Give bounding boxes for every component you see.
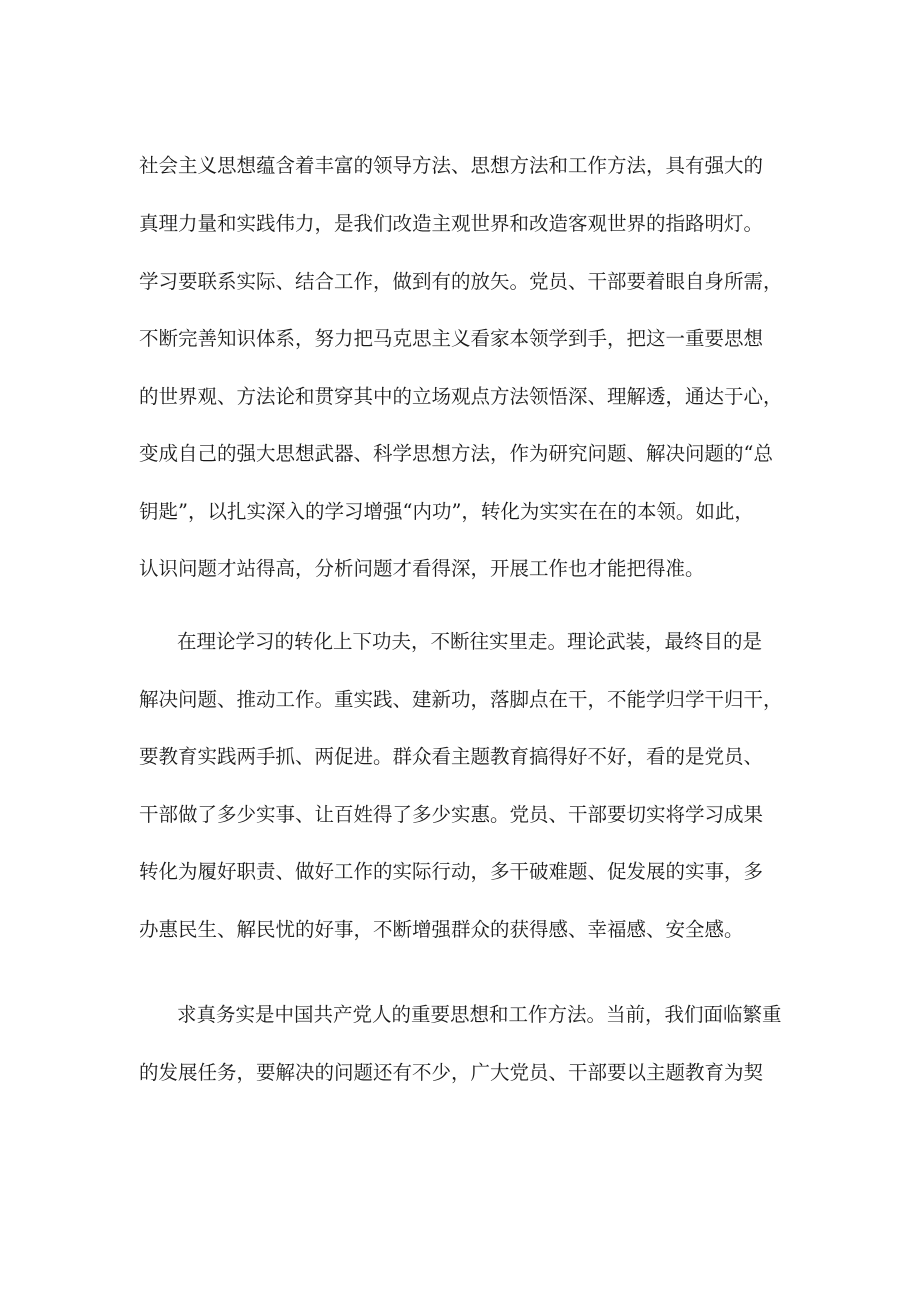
paragraph-1-line-7: 钥匙”，以扎实深入的学习增强“内功”，转化为实实在在的本领。如此，: [139, 500, 754, 523]
paragraph-1-line-6: 变成自己的强大思想武器、科学思想方法，作为研究问题、解决问题的“总: [139, 442, 773, 465]
paragraph-3-line-2: 的发展任务，要解决的问题还有不少，广大党员、干部要以主题教育为契: [139, 1061, 764, 1084]
paragraph-1-line-4: 不断完善知识体系，努力把马克思主义看家本领学到手，把这一重要思想: [139, 327, 764, 350]
paragraph-1-line-3: 学习要联系实际、结合工作，做到有的放矢。党员、干部要着眼自身所需，: [139, 270, 783, 293]
document-body: [139, 0, 799, 1301]
paragraph-2-line-1: 在理论学习的转化上下功夫，不断往实里走。理论武装，最终目的是: [177, 630, 763, 653]
paragraph-1-line-5: 的世界观、方法论和贯穿其中的立场观点方法领悟深、理解透，通达于心，: [139, 385, 783, 408]
paragraph-2-line-5: 转化为履好职责、做好工作的实际行动，多干破难题、促发展的实事，多: [139, 860, 764, 883]
paragraph-2-line-6: 办惠民生、解民忧的好事，不断增强群众的获得感、幸福感、安全感。: [139, 918, 744, 941]
paragraph-2-line-4: 干部做了多少实事、让百姓得了多少实惠。党员、干部要切实将学习成果: [139, 803, 764, 826]
paragraph-2-line-3: 要教育实践两手抓、两促进。群众看主题教育搞得好不好，看的是党员、: [139, 745, 764, 768]
paragraph-2-line-2: 解决问题、推动工作。重实践、建新功，落脚点在干，不能学归学干归干，: [139, 688, 783, 711]
paragraph-3-line-1: 求真务实是中国共产党人的重要思想和工作方法。当前，我们面临繁重: [177, 1003, 782, 1026]
paragraph-1-line-2: 真理力量和实践伟力，是我们改造主观世界和改造客观世界的指路明灯。: [139, 212, 764, 235]
paragraph-1-line-8: 认识问题才站得高，分析问题才看得深，开展工作也才能把得准。: [139, 557, 705, 580]
paragraph-1-line-1: 社会主义思想蕴含着丰富的领导方法、思想方法和工作方法，具有强大的: [139, 154, 764, 177]
